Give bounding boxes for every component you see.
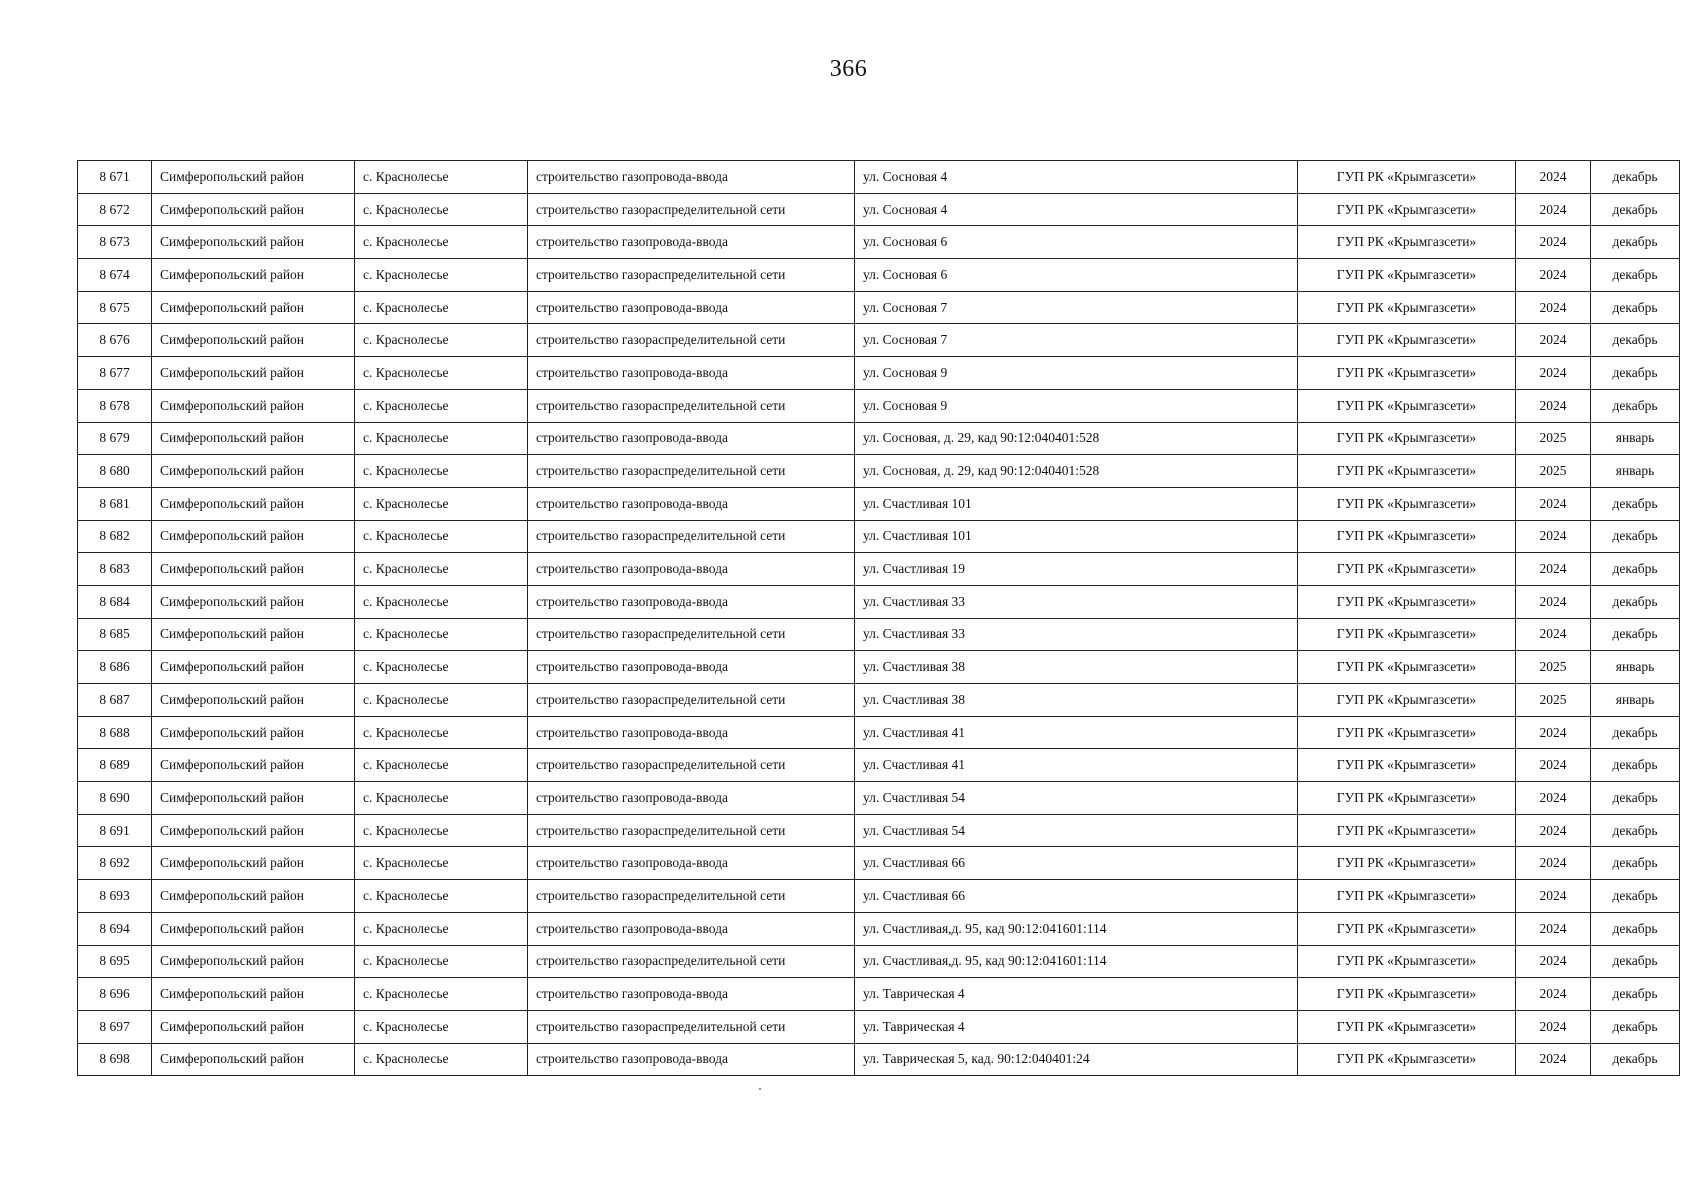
district-cell: Симферопольский район bbox=[152, 487, 355, 520]
district-cell: Симферопольский район bbox=[152, 193, 355, 226]
district-cell: Симферопольский район bbox=[152, 455, 355, 488]
table-row bbox=[78, 1043, 1680, 1076]
row-number-cell: 8 684 bbox=[78, 585, 152, 618]
organization-cell: ГУП РК «Крымгазсети» bbox=[1298, 226, 1516, 259]
year-cell: 2024 bbox=[1516, 749, 1591, 782]
work-type-cell: строительство газопровода-ввода bbox=[528, 226, 855, 259]
district-cell: Симферопольский район bbox=[152, 945, 355, 978]
district-cell: Симферопольский район bbox=[152, 357, 355, 390]
work-type-cell: строительство газораспределительной сети bbox=[528, 259, 855, 292]
month-cell: декабрь bbox=[1591, 945, 1680, 978]
work-type-cell: строительство газопровода-ввода bbox=[528, 912, 855, 945]
year-cell: 2024 bbox=[1516, 880, 1591, 913]
locality-cell: с. Краснолесье bbox=[355, 684, 528, 717]
address-cell: ул. Таврическая 4 bbox=[855, 1010, 1298, 1043]
work-type-cell: строительство газопровода-ввода bbox=[528, 585, 855, 618]
locality-cell: с. Краснолесье bbox=[355, 389, 528, 422]
row-number-cell: 8 678 bbox=[78, 389, 152, 422]
address-cell: ул. Счастливая 19 bbox=[855, 553, 1298, 586]
organization-cell: ГУП РК «Крымгазсети» bbox=[1298, 291, 1516, 324]
table-row bbox=[78, 782, 1680, 815]
locality-cell: с. Краснолесье bbox=[355, 880, 528, 913]
organization-cell: ГУП РК «Крымгазсети» bbox=[1298, 487, 1516, 520]
locality-cell: с. Краснолесье bbox=[355, 945, 528, 978]
table-row bbox=[78, 978, 1680, 1011]
locality-cell: с. Краснолесье bbox=[355, 259, 528, 292]
year-cell: 2025 bbox=[1516, 422, 1591, 455]
table-row bbox=[78, 945, 1680, 978]
district-cell: Симферопольский район bbox=[152, 684, 355, 717]
year-cell: 2024 bbox=[1516, 978, 1591, 1011]
month-cell: декабрь bbox=[1591, 618, 1680, 651]
table-row bbox=[78, 422, 1680, 455]
row-number-cell: 8 695 bbox=[78, 945, 152, 978]
row-number-cell: 8 683 bbox=[78, 553, 152, 586]
address-cell: ул. Счастливая,д. 95, кад 90:12:041601:114 bbox=[855, 945, 1298, 978]
table-row bbox=[78, 357, 1680, 390]
year-cell: 2024 bbox=[1516, 716, 1591, 749]
row-number-cell: 8 692 bbox=[78, 847, 152, 880]
locality-cell: с. Краснолесье bbox=[355, 912, 528, 945]
row-number-cell: 8 677 bbox=[78, 357, 152, 390]
table-row bbox=[78, 389, 1680, 422]
organization-cell: ГУП РК «Крымгазсети» bbox=[1298, 357, 1516, 390]
district-cell: Симферопольский район bbox=[152, 618, 355, 651]
year-cell: 2024 bbox=[1516, 912, 1591, 945]
locality-cell: с. Краснолесье bbox=[355, 782, 528, 815]
district-cell: Симферопольский район bbox=[152, 749, 355, 782]
address-cell: ул. Сосновая, д. 29, кад 90:12:040401:528 bbox=[855, 455, 1298, 488]
table-row bbox=[78, 487, 1680, 520]
address-cell: ул. Счастливая 101 bbox=[855, 520, 1298, 553]
locality-cell: с. Краснолесье bbox=[355, 585, 528, 618]
work-type-cell: строительство газораспределительной сети bbox=[528, 520, 855, 553]
registry-body bbox=[78, 161, 1680, 1076]
year-cell: 2025 bbox=[1516, 455, 1591, 488]
organization-cell: ГУП РК «Крымгазсети» bbox=[1298, 814, 1516, 847]
row-number-cell: 8 681 bbox=[78, 487, 152, 520]
locality-cell: с. Краснолесье bbox=[355, 455, 528, 488]
table-row bbox=[78, 161, 1680, 194]
month-cell: январь bbox=[1591, 684, 1680, 717]
locality-cell: с. Краснолесье bbox=[355, 487, 528, 520]
month-cell: декабрь bbox=[1591, 782, 1680, 815]
district-cell: Симферопольский район bbox=[152, 291, 355, 324]
year-cell: 2024 bbox=[1516, 357, 1591, 390]
year-cell: 2024 bbox=[1516, 782, 1591, 815]
organization-cell: ГУП РК «Крымгазсети» bbox=[1298, 618, 1516, 651]
month-cell: декабрь bbox=[1591, 553, 1680, 586]
locality-cell: с. Краснолесье bbox=[355, 749, 528, 782]
row-number-cell: 8 691 bbox=[78, 814, 152, 847]
table-row bbox=[78, 520, 1680, 553]
locality-cell: с. Краснолесье bbox=[355, 814, 528, 847]
locality-cell: с. Краснолесье bbox=[355, 1010, 528, 1043]
row-number-cell: 8 693 bbox=[78, 880, 152, 913]
organization-cell: ГУП РК «Крымгазсети» bbox=[1298, 259, 1516, 292]
month-cell: декабрь bbox=[1591, 389, 1680, 422]
work-type-cell: строительство газораспределительной сети bbox=[528, 814, 855, 847]
row-number-cell: 8 675 bbox=[78, 291, 152, 324]
address-cell: ул. Сосновая 6 bbox=[855, 259, 1298, 292]
month-cell: декабрь bbox=[1591, 259, 1680, 292]
district-cell: Симферопольский район bbox=[152, 1010, 355, 1043]
year-cell: 2024 bbox=[1516, 553, 1591, 586]
district-cell: Симферопольский район bbox=[152, 520, 355, 553]
row-number-cell: 8 694 bbox=[78, 912, 152, 945]
address-cell: ул. Счастливая 38 bbox=[855, 684, 1298, 717]
table-row bbox=[78, 847, 1680, 880]
locality-cell: с. Краснолесье bbox=[355, 520, 528, 553]
row-number-cell: 8 686 bbox=[78, 651, 152, 684]
work-type-cell: строительство газопровода-ввода bbox=[528, 553, 855, 586]
organization-cell: ГУП РК «Крымгазсети» bbox=[1298, 978, 1516, 1011]
row-number-cell: 8 689 bbox=[78, 749, 152, 782]
work-type-cell: строительство газораспределительной сети bbox=[528, 749, 855, 782]
month-cell: декабрь bbox=[1591, 880, 1680, 913]
organization-cell: ГУП РК «Крымгазсети» bbox=[1298, 422, 1516, 455]
row-number-cell: 8 697 bbox=[78, 1010, 152, 1043]
district-cell: Симферопольский район bbox=[152, 1043, 355, 1076]
locality-cell: с. Краснолесье bbox=[355, 193, 528, 226]
month-cell: декабрь bbox=[1591, 912, 1680, 945]
year-cell: 2024 bbox=[1516, 389, 1591, 422]
address-cell: ул. Счастливая 33 bbox=[855, 618, 1298, 651]
month-cell: декабрь bbox=[1591, 978, 1680, 1011]
table-row bbox=[78, 1010, 1680, 1043]
year-cell: 2024 bbox=[1516, 487, 1591, 520]
year-cell: 2024 bbox=[1516, 520, 1591, 553]
table-row bbox=[78, 226, 1680, 259]
organization-cell: ГУП РК «Крымгазсети» bbox=[1298, 1043, 1516, 1076]
year-cell: 2024 bbox=[1516, 1043, 1591, 1076]
month-cell: декабрь bbox=[1591, 520, 1680, 553]
district-cell: Симферопольский район bbox=[152, 324, 355, 357]
address-cell: ул. Сосновая 9 bbox=[855, 357, 1298, 390]
table-row bbox=[78, 553, 1680, 586]
year-cell: 2024 bbox=[1516, 618, 1591, 651]
district-cell: Симферопольский район bbox=[152, 782, 355, 815]
year-cell: 2024 bbox=[1516, 193, 1591, 226]
organization-cell: ГУП РК «Крымгазсети» bbox=[1298, 161, 1516, 194]
locality-cell: с. Краснолесье bbox=[355, 226, 528, 259]
locality-cell: с. Краснолесье bbox=[355, 357, 528, 390]
address-cell: ул. Таврическая 4 bbox=[855, 978, 1298, 1011]
table-row bbox=[78, 880, 1680, 913]
work-type-cell: строительство газораспределительной сети bbox=[528, 193, 855, 226]
month-cell: декабрь bbox=[1591, 1043, 1680, 1076]
month-cell: декабрь bbox=[1591, 749, 1680, 782]
district-cell: Симферопольский район bbox=[152, 553, 355, 586]
month-cell: декабрь bbox=[1591, 814, 1680, 847]
district-cell: Симферопольский район bbox=[152, 880, 355, 913]
district-cell: Симферопольский район bbox=[152, 978, 355, 1011]
locality-cell: с. Краснолесье bbox=[355, 1043, 528, 1076]
locality-cell: с. Краснолесье bbox=[355, 324, 528, 357]
table-row bbox=[78, 749, 1680, 782]
row-number-cell: 8 688 bbox=[78, 716, 152, 749]
month-cell: декабрь bbox=[1591, 193, 1680, 226]
work-type-cell: строительство газораспределительной сети bbox=[528, 455, 855, 488]
locality-cell: с. Краснолесье bbox=[355, 161, 528, 194]
row-number-cell: 8 672 bbox=[78, 193, 152, 226]
locality-cell: с. Краснолесье bbox=[355, 553, 528, 586]
address-cell: ул. Счастливая 33 bbox=[855, 585, 1298, 618]
row-number-cell: 8 676 bbox=[78, 324, 152, 357]
address-cell: ул. Сосновая 7 bbox=[855, 324, 1298, 357]
organization-cell: ГУП РК «Крымгазсети» bbox=[1298, 1010, 1516, 1043]
work-type-cell: строительство газопровода-ввода bbox=[528, 978, 855, 1011]
table-row bbox=[78, 814, 1680, 847]
month-cell: декабрь bbox=[1591, 1010, 1680, 1043]
month-cell: декабрь bbox=[1591, 357, 1680, 390]
organization-cell: ГУП РК «Крымгазсети» bbox=[1298, 585, 1516, 618]
row-number-cell: 8 698 bbox=[78, 1043, 152, 1076]
organization-cell: ГУП РК «Крымгазсети» bbox=[1298, 716, 1516, 749]
table-row bbox=[78, 618, 1680, 651]
year-cell: 2024 bbox=[1516, 814, 1591, 847]
row-number-cell: 8 671 bbox=[78, 161, 152, 194]
work-type-cell: строительство газопровода-ввода bbox=[528, 422, 855, 455]
district-cell: Симферопольский район bbox=[152, 389, 355, 422]
table-row bbox=[78, 716, 1680, 749]
month-cell: декабрь bbox=[1591, 324, 1680, 357]
district-cell: Симферопольский район bbox=[152, 912, 355, 945]
work-type-cell: строительство газопровода-ввода bbox=[528, 487, 855, 520]
table-row bbox=[78, 455, 1680, 488]
work-type-cell: строительство газораспределительной сети bbox=[528, 389, 855, 422]
work-type-cell: строительство газораспределительной сети bbox=[528, 880, 855, 913]
address-cell: ул. Сосновая 4 bbox=[855, 161, 1298, 194]
month-cell: декабрь bbox=[1591, 161, 1680, 194]
month-cell: декабрь bbox=[1591, 226, 1680, 259]
row-number-cell: 8 680 bbox=[78, 455, 152, 488]
organization-cell: ГУП РК «Крымгазсети» bbox=[1298, 651, 1516, 684]
work-type-cell: строительство газопровода-ввода bbox=[528, 357, 855, 390]
year-cell: 2024 bbox=[1516, 291, 1591, 324]
organization-cell: ГУП РК «Крымгазсети» bbox=[1298, 520, 1516, 553]
table-row bbox=[78, 585, 1680, 618]
row-number-cell: 8 674 bbox=[78, 259, 152, 292]
work-type-cell: строительство газопровода-ввода bbox=[528, 651, 855, 684]
year-cell: 2025 bbox=[1516, 651, 1591, 684]
month-cell: январь bbox=[1591, 455, 1680, 488]
organization-cell: ГУП РК «Крымгазсети» bbox=[1298, 455, 1516, 488]
address-cell: ул. Счастливая 54 bbox=[855, 782, 1298, 815]
row-number-cell: 8 673 bbox=[78, 226, 152, 259]
address-cell: ул. Счастливая,д. 95, кад 90:12:041601:114 bbox=[855, 912, 1298, 945]
organization-cell: ГУП РК «Крымгазсети» bbox=[1298, 782, 1516, 815]
year-cell: 2024 bbox=[1516, 226, 1591, 259]
work-type-cell: строительство газопровода-ввода bbox=[528, 847, 855, 880]
locality-cell: с. Краснолесье bbox=[355, 978, 528, 1011]
month-cell: декабрь bbox=[1591, 487, 1680, 520]
row-number-cell: 8 685 bbox=[78, 618, 152, 651]
organization-cell: ГУП РК «Крымгазсети» bbox=[1298, 553, 1516, 586]
address-cell: ул. Счастливая 66 bbox=[855, 847, 1298, 880]
district-cell: Симферопольский район bbox=[152, 259, 355, 292]
district-cell: Симферопольский район bbox=[152, 716, 355, 749]
work-type-cell: строительство газораспределительной сети bbox=[528, 945, 855, 978]
scan-speck bbox=[759, 1088, 761, 1090]
year-cell: 2024 bbox=[1516, 161, 1591, 194]
address-cell: ул. Сосновая 4 bbox=[855, 193, 1298, 226]
table-row bbox=[78, 651, 1680, 684]
work-type-cell: строительство газопровода-ввода bbox=[528, 716, 855, 749]
work-type-cell: строительство газопровода-ввода bbox=[528, 782, 855, 815]
address-cell: ул. Счастливая 54 bbox=[855, 814, 1298, 847]
organization-cell: ГУП РК «Крымгазсети» bbox=[1298, 945, 1516, 978]
locality-cell: с. Краснолесье bbox=[355, 651, 528, 684]
organization-cell: ГУП РК «Крымгазсети» bbox=[1298, 389, 1516, 422]
district-cell: Симферопольский район bbox=[152, 814, 355, 847]
locality-cell: с. Краснолесье bbox=[355, 618, 528, 651]
organization-cell: ГУП РК «Крымгазсети» bbox=[1298, 847, 1516, 880]
locality-cell: с. Краснолесье bbox=[355, 847, 528, 880]
registry-table bbox=[77, 160, 1680, 1076]
row-number-cell: 8 696 bbox=[78, 978, 152, 1011]
organization-cell: ГУП РК «Крымгазсети» bbox=[1298, 880, 1516, 913]
month-cell: декабрь bbox=[1591, 847, 1680, 880]
table-row bbox=[78, 193, 1680, 226]
row-number-cell: 8 682 bbox=[78, 520, 152, 553]
table-row bbox=[78, 912, 1680, 945]
page-number: 366 bbox=[829, 56, 868, 82]
work-type-cell: строительство газопровода-ввода bbox=[528, 291, 855, 324]
year-cell: 2024 bbox=[1516, 847, 1591, 880]
work-type-cell: строительство газораспределительной сети bbox=[528, 1010, 855, 1043]
year-cell: 2024 bbox=[1516, 259, 1591, 292]
work-type-cell: строительство газопровода-ввода bbox=[528, 161, 855, 194]
table-row bbox=[78, 291, 1680, 324]
address-cell: ул. Таврическая 5, кад. 90:12:040401:24 bbox=[855, 1043, 1298, 1076]
month-cell: декабрь bbox=[1591, 716, 1680, 749]
row-number-cell: 8 690 bbox=[78, 782, 152, 815]
work-type-cell: строительство газораспределительной сети bbox=[528, 324, 855, 357]
address-cell: ул. Счастливая 41 bbox=[855, 716, 1298, 749]
locality-cell: с. Краснолесье bbox=[355, 716, 528, 749]
address-cell: ул. Сосновая, д. 29, кад 90:12:040401:528 bbox=[855, 422, 1298, 455]
row-number-cell: 8 687 bbox=[78, 684, 152, 717]
year-cell: 2024 bbox=[1516, 1010, 1591, 1043]
table-row bbox=[78, 324, 1680, 357]
work-type-cell: строительство газораспределительной сети bbox=[528, 684, 855, 717]
month-cell: январь bbox=[1591, 651, 1680, 684]
year-cell: 2024 bbox=[1516, 324, 1591, 357]
organization-cell: ГУП РК «Крымгазсети» bbox=[1298, 749, 1516, 782]
month-cell: декабрь bbox=[1591, 291, 1680, 324]
year-cell: 2024 bbox=[1516, 945, 1591, 978]
address-cell: ул. Счастливая 66 bbox=[855, 880, 1298, 913]
organization-cell: ГУП РК «Крымгазсети» bbox=[1298, 684, 1516, 717]
row-number-cell: 8 679 bbox=[78, 422, 152, 455]
organization-cell: ГУП РК «Крымгазсети» bbox=[1298, 912, 1516, 945]
year-cell: 2025 bbox=[1516, 684, 1591, 717]
district-cell: Симферопольский район bbox=[152, 161, 355, 194]
district-cell: Симферопольский район bbox=[152, 651, 355, 684]
organization-cell: ГУП РК «Крымгазсети» bbox=[1298, 193, 1516, 226]
table-row bbox=[78, 259, 1680, 292]
table-row bbox=[78, 684, 1680, 717]
month-cell: январь bbox=[1591, 422, 1680, 455]
work-type-cell: строительство газораспределительной сети bbox=[528, 618, 855, 651]
address-cell: ул. Счастливая 101 bbox=[855, 487, 1298, 520]
district-cell: Симферопольский район bbox=[152, 585, 355, 618]
address-cell: ул. Сосновая 7 bbox=[855, 291, 1298, 324]
work-type-cell: строительство газопровода-ввода bbox=[528, 1043, 855, 1076]
year-cell: 2024 bbox=[1516, 585, 1591, 618]
address-cell: ул. Счастливая 38 bbox=[855, 651, 1298, 684]
district-cell: Симферопольский район bbox=[152, 422, 355, 455]
locality-cell: с. Краснолесье bbox=[355, 422, 528, 455]
district-cell: Симферопольский район bbox=[152, 847, 355, 880]
district-cell: Симферопольский район bbox=[152, 226, 355, 259]
organization-cell: ГУП РК «Крымгазсети» bbox=[1298, 324, 1516, 357]
month-cell: декабрь bbox=[1591, 585, 1680, 618]
address-cell: ул. Счастливая 41 bbox=[855, 749, 1298, 782]
address-cell: ул. Сосновая 6 bbox=[855, 226, 1298, 259]
locality-cell: с. Краснолесье bbox=[355, 291, 528, 324]
address-cell: ул. Сосновая 9 bbox=[855, 389, 1298, 422]
